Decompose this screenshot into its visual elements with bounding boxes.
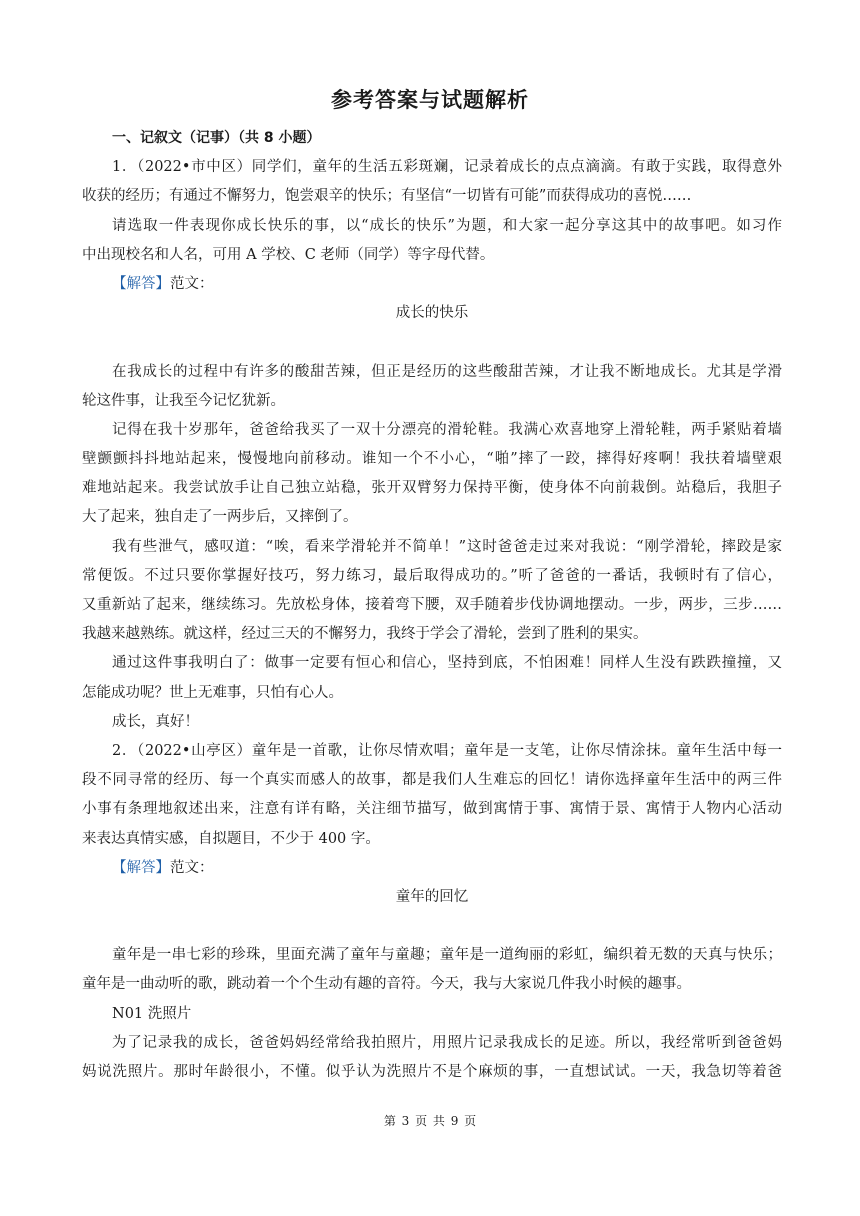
answer-tag: 【解答】 <box>112 859 170 876</box>
q2-essay-title: 童年的回忆 <box>395 888 469 905</box>
q2-essay-line: 童年是一曲动听的歌，跳动着一个个生动有趣的音符。今天，我与大家说几件我小时候的趣事。 <box>82 976 691 993</box>
q2-essay-line: 童年是一串七彩的珍珠，里面充满了童年与童趣；童年是一道绚丽的彩虹，编织着无数的天真与快乐； <box>112 947 782 964</box>
q1-essay-line: 我越来越熟练。就这样，经过三天的不懈努力，我终于学会了滑轮，尝到了胜利的果实。 <box>82 626 648 643</box>
q2-essay-line: 妈说洗照片。那时年龄很小，不懂。似乎认为洗照片不是个麻烦的事，一直想试试。一天，我急切等着爸 <box>82 1064 782 1080</box>
spacer <box>82 328 782 357</box>
q1-essay-line: 又重新站了起来，继续练习。先放松身体，接着弯下腰，双手随着步伐协调地摆动。一步，两步，三步…… <box>82 597 782 613</box>
q1-essay-line: 在我成长的过程中有许多的酸甜苦辣，但正是经历的这些酸甜苦辣，才让我不断地成长。尤其是学滑 <box>112 363 782 380</box>
q1-prompt-line: 请选取一件表现你成长快乐的事，以“成长的快乐”为题，和大家一起分享这其中的故事吧。如习作 <box>112 217 782 234</box>
q1-essay-line: 轮这件事，让我至今记忆犹新。 <box>82 392 285 409</box>
answer-label: 范文： <box>170 859 214 876</box>
page-title: 参考答案与试题解析 <box>331 88 529 112</box>
section-heading: 一、记叙文（记事）（共 8 小题） <box>112 130 321 146</box>
q2-prompt-line: 来表达真情实感，自拟题目，不少于 400 字。 <box>82 830 380 847</box>
q1-essay-line: 难地站起来。我尝试放手让自己独立站稳，张开双臂努力保持平衡，使身体不向前栽倒。站稳后，我胆子 <box>82 480 782 497</box>
page-footer: 第 3 页 共 9 页 <box>383 1114 477 1128</box>
q2-prompt-line: 段不同寻常的经历、每一个真实而感人的故事，都是我们人生难忘的回忆！请你选择童年生活中的两三件 <box>82 772 782 789</box>
q2-prompt-line: 小事有条理地叙述出来，注意有详有略，关注细节描写，做到寓情于事、寓情于景、寓情于人物内心活动 <box>82 801 782 818</box>
q1-essay-line: 怎能成功呢？世上无难事，只怕有心人。 <box>82 684 343 701</box>
q1-essay-line: 大了起来，独自走了一两步后，又摔倒了。 <box>82 509 358 526</box>
q1-essay-line: 记得在我十岁那年，爸爸给我买了一双十分漂亮的滑轮鞋。我满心欢喜地穿上滑轮鞋，两手紧贴着墙 <box>112 421 782 438</box>
q1-answer-line <box>82 270 782 299</box>
q2-prompt-line: 2．（2022•山亭区）童年是一首歌，让你尽情欢唱；童年是一支笔，让你尽情涂抹。童年生活中每一 <box>112 742 782 759</box>
answer-label: 范文： <box>170 275 214 292</box>
q1-prompt-line: 收获的经历；有通过不懈努力，饱尝艰辛的快乐；有坚信“一切皆有可能”而获得成功的喜悦…… <box>82 188 692 205</box>
q2-essay-line: 为了记录我的成长，爸爸妈妈经常给我拍照片，用照片记录我成长的足迹。所以，我经常听到爸爸妈 <box>112 1034 782 1051</box>
q1-essay-line: 我有些泄气，感叹道：“唉，看来学滑轮并不简单！”这时爸爸走过来对我说：“刚学滑轮，摔跤是家 <box>112 538 782 555</box>
q1-essay-title: 成长的快乐 <box>395 305 469 322</box>
q1-essay-line: 壁颤颤抖抖地站起来，慢慢地向前移动。谁知一个不小心，“啪”摔了一跤，摔得好疼啊！我扶着墙壁艰 <box>82 451 782 468</box>
q1-prompt-line: 中出现校名和人名，可用 A 学校、C 老师（同学）等字母代替。 <box>82 246 495 263</box>
q2-essay-line: N01 洗照片 <box>112 1005 192 1022</box>
q1-essay-line: 常便饭。不过只要你掌握好技巧，努力练习，最后取得成功的。”听了爸爸的一番话，我顿时有了信心， <box>82 567 782 584</box>
q2-answer-line <box>82 854 782 883</box>
q1-essay-line: 通过这件事我明白了：做事一定要有恒心和信心，坚持到底，不怕困难！同样人生没有跌跌撞撞，又 <box>112 655 782 672</box>
q1-prompt-line: 1．（2022•市中区）同学们，童年的生活五彩斑斓，记录着成长的点点滴滴。有敢于实践，取得意外 <box>112 159 782 176</box>
q1-essay-line: 成长，真好！ <box>112 713 199 730</box>
answer-tag: 【解答】 <box>112 275 170 292</box>
page-content <box>82 124 782 1087</box>
spacer <box>82 912 782 941</box>
